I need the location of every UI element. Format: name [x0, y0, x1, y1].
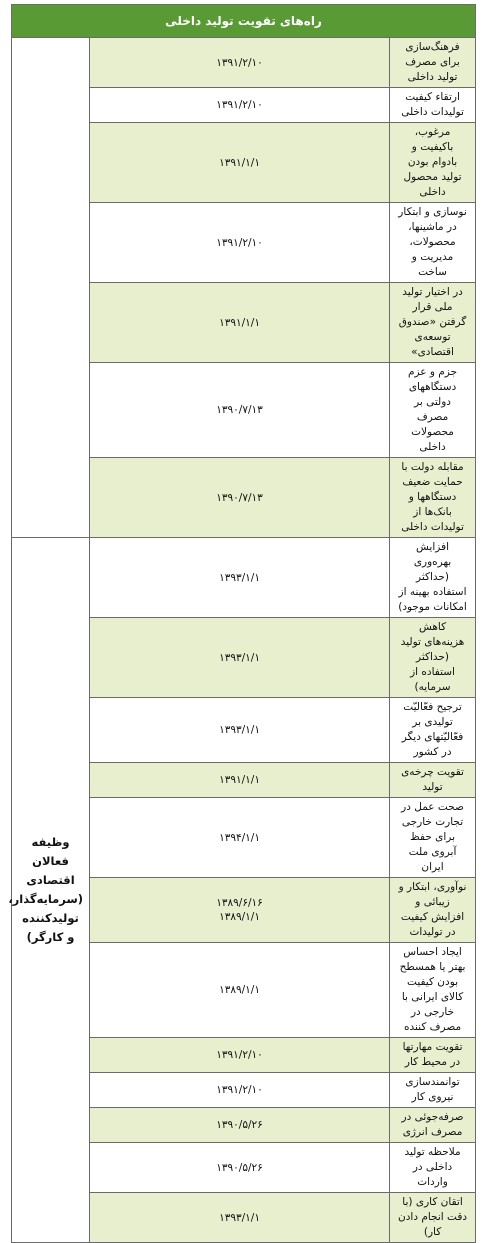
row-date: ۱۳۹۳/۱/۱ [90, 698, 390, 763]
row-date: ۱۳۹۱/۲/۱۰ [90, 203, 390, 283]
row-description: کاهش هزینه‌های تولید (حداکثر استفاده از سرمایه) [390, 618, 476, 698]
category-cell: وظیفه فعالان اقتصادی (سرمایه‌گذار، تولیدکننده و کارگر) [12, 538, 90, 1243]
row-date: ۱۳۹۳/۱/۱ [90, 538, 390, 618]
row-date: ۱۳۹۳/۱/۱ [90, 618, 390, 698]
row-description: جزم و عزم دستگاههای دولتی بر مصرف محصولات داخلی [390, 363, 476, 458]
row-description: ملاحظه تولید داخلی در واردات [390, 1143, 476, 1193]
row-description: اتقان کاری (با دقت انجام دادن کار) [390, 1193, 476, 1243]
row-description: افزایش بهره‌وری (حداکثر استفاده بهینه از امکانات موجود) [390, 538, 476, 618]
row-date: ۱۳۹۰/۵/۲۶ [90, 1143, 390, 1193]
row-description: فرهنگ‌سازی برای مصرف تولید داخلی [390, 38, 476, 88]
row-description: نوسازی و ابتکار در ماشینها، محصولات، مدیریت و ساخت [390, 203, 476, 283]
row-description: ترجیح فعّالیّت تولیدی بر فعّالیّتهای دیگر در کشور [390, 698, 476, 763]
row-description: تقویت مهارتها در محیط کار [390, 1038, 476, 1073]
row-description: صحت عمل در تجارت خارجی برای حفظ آبروی ملت ایران [390, 798, 476, 878]
production-strategies-table [8, 4, 476, 1243]
row-date: ۱۳۹۱/۱/۱ [90, 763, 390, 798]
table-container [8, 4, 475, 1243]
table-header-row [12, 5, 476, 38]
row-description: تقویت چرخه‌ی تولید [390, 763, 476, 798]
row-description: ارتقاء کیفیت تولیدات داخلی [390, 88, 476, 123]
row-description: توانمندسازی نیروی کار [390, 1073, 476, 1108]
row-description: مقابله دولت با حمایت ضعیف دستگاهها و بانک‌ها از تولیدات داخلی [390, 458, 476, 538]
row-date: ۱۳۹۰/۵/۲۶ [90, 1108, 390, 1143]
row-description: در اختیار تولید ملی قرار گرفتن «صندوق توسعه‌ی اقتصادی» [390, 283, 476, 363]
table-body [8, 38, 476, 1243]
row-description: مرغوب، باکیفیت و بادوام بودن تولید محصول داخلی [390, 123, 476, 203]
row-date: ۱۳۸۹/۱/۱ [90, 943, 390, 1038]
table-row [12, 38, 476, 88]
row-description: صرفه‌جوئی در مصرف انرژی [390, 1108, 476, 1143]
row-date: ۱۳۹۴/۱/۱ [90, 798, 390, 878]
row-date: ۱۳۹۱/۲/۱۰ [90, 1073, 390, 1108]
row-date: ۱۳۹۰/۷/۱۳ [90, 363, 390, 458]
table-title: راه‌های تقویت تولید داخلی [12, 5, 476, 38]
row-date: ۱۳۹۱/۲/۱۰ [90, 88, 390, 123]
empty-category-cell [12, 38, 90, 538]
table-row [12, 538, 476, 618]
row-date: ۱۳۹۱/۲/۱۰ [90, 38, 390, 88]
row-date: ۱۳۹۱/۱/۱ [90, 283, 390, 363]
row-date: ۱۳۹۱/۱/۱ [90, 123, 390, 203]
row-date: ۱۳۸۹/۶/۱۶ ۱۳۸۹/۱/۱ [90, 878, 390, 943]
row-description: ایجاد احساس بهتر یا همسطح بودن کیفیت کالای ایرانی با خارجی در مصرف کننده [390, 943, 476, 1038]
row-description: نوآوری، ابتکار و زیبائی و افزایش کیفیت در تولیدات [390, 878, 476, 943]
row-date: ۱۳۹۱/۲/۱۰ [90, 1038, 390, 1073]
row-date: ۱۳۹۰/۷/۱۳ [90, 458, 390, 538]
row-date: ۱۳۹۳/۱/۱ [90, 1193, 390, 1243]
